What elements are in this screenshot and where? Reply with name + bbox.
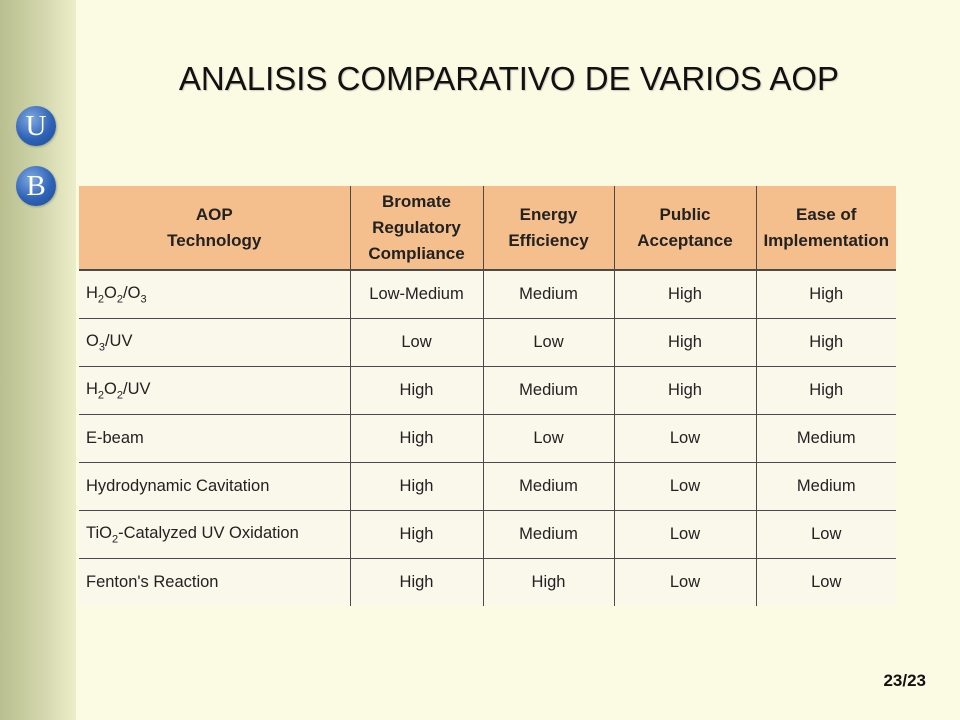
subscript-text: 2 — [116, 389, 124, 402]
aop-comparison-table — [79, 186, 896, 606]
rating-cell: High — [756, 319, 896, 367]
technology-text: /O — [123, 283, 141, 302]
technology-text: E-beam — [86, 429, 144, 447]
technology-cell — [79, 319, 350, 367]
subscript-text: 2 — [97, 389, 105, 402]
rating-cell: Medium — [483, 270, 614, 319]
table-body — [79, 270, 896, 606]
rating-cell: Low — [614, 511, 756, 559]
technology-text: O — [104, 283, 117, 302]
rating-cell: Low — [483, 415, 614, 463]
technology-text: H — [86, 283, 98, 302]
university-logo-u: U — [16, 106, 56, 146]
rating-cell: Low — [756, 559, 896, 607]
technology-cell — [79, 415, 350, 463]
table-row — [79, 319, 896, 367]
technology-cell — [79, 559, 350, 607]
rating-cell: High — [483, 559, 614, 607]
table-header-row — [79, 186, 896, 270]
technology-cell — [79, 463, 350, 511]
header-label-line: Implementation — [763, 230, 890, 250]
header-label-line: AOP — [195, 204, 233, 224]
rating-cell: Low — [614, 559, 756, 607]
rating-cell: High — [756, 367, 896, 415]
table-row — [79, 415, 896, 463]
header-label-line: Compliance — [368, 243, 465, 263]
header-label-line: Technology — [167, 230, 262, 250]
header-label-line: Regulatory — [372, 217, 461, 237]
slide-title: ANALISIS COMPARATIVO DE VARIOS AOP — [178, 60, 840, 97]
header-label-line: Acceptance — [637, 230, 733, 250]
header-energy-efficiency — [483, 186, 614, 270]
university-logo-b: B — [16, 166, 56, 206]
rating-cell: High — [350, 415, 483, 463]
technology-text: Fenton's Reaction — [86, 573, 219, 591]
header-label-line: Energy — [519, 204, 578, 224]
technology-text: -Catalyzed UV Oxidation — [118, 523, 299, 542]
header-label-line: Ease of — [796, 204, 857, 224]
technology-text: TiO — [86, 523, 112, 542]
technology-text: /UV — [104, 331, 133, 350]
technology-cell — [79, 367, 350, 415]
rating-cell: Low — [756, 511, 896, 559]
rating-cell: High — [350, 367, 483, 415]
header-label-line: Bromate — [382, 191, 451, 211]
header-public-acceptance — [614, 186, 756, 270]
subscript-text: 3 — [98, 341, 105, 354]
rating-cell: High — [350, 559, 483, 607]
table-row — [79, 511, 896, 559]
rating-cell: High — [614, 270, 756, 319]
rating-cell: High — [350, 463, 483, 511]
rating-cell: Medium — [756, 415, 896, 463]
subscript-text: 3 — [140, 293, 147, 306]
technology-text: /UV — [123, 379, 151, 398]
rating-cell: Medium — [483, 367, 614, 415]
header-ease-of-implementation — [756, 186, 896, 270]
subscript-text: 2 — [116, 293, 124, 306]
table-row — [79, 559, 896, 607]
rating-cell: High — [350, 511, 483, 559]
rating-cell: Medium — [756, 463, 896, 511]
rating-cell: High — [756, 270, 896, 319]
rating-cell: Low-Medium — [350, 270, 483, 319]
technology-cell — [79, 270, 350, 319]
technology-text: H — [86, 379, 98, 398]
table-row — [79, 367, 896, 415]
rating-cell: Low — [350, 319, 483, 367]
rating-cell: Low — [614, 463, 756, 511]
rating-cell: Low — [614, 415, 756, 463]
header-label-line: Public — [659, 204, 711, 224]
technology-text: O — [104, 379, 117, 398]
subscript-text: 2 — [111, 533, 119, 546]
header-bromate-compliance — [350, 186, 483, 270]
header-aop-technology — [79, 186, 350, 270]
rating-cell: High — [614, 319, 756, 367]
subscript-text: 2 — [97, 293, 105, 306]
rating-cell: High — [614, 367, 756, 415]
table-row — [79, 463, 896, 511]
technology-text: O — [86, 331, 99, 350]
table-row — [79, 270, 896, 319]
technology-cell — [79, 511, 350, 559]
rating-cell: Low — [483, 319, 614, 367]
header-label-line: Efficiency — [508, 230, 589, 250]
technology-text: Hydrodynamic Cavitation — [86, 477, 270, 495]
page-number: 23/23 — [883, 671, 926, 690]
rating-cell: Medium — [483, 511, 614, 559]
rating-cell: Medium — [483, 463, 614, 511]
